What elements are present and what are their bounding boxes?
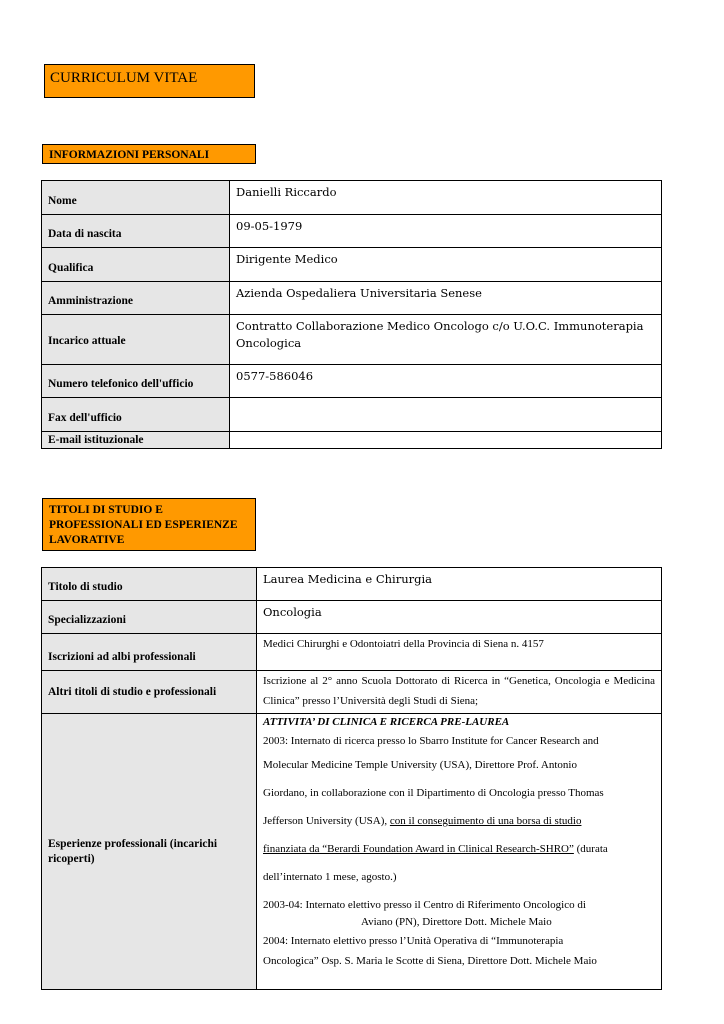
row-label: Fax dell'ufficio <box>42 398 230 432</box>
row-value: Oncologia <box>257 601 662 634</box>
row-label: Amministrazione <box>42 282 230 315</box>
row-label: Titolo di studio <box>42 568 257 601</box>
row-value: 09-05-1979 <box>230 215 662 248</box>
underlined-text: con il conseguimento di una borsa di studio <box>389 815 582 827</box>
row-label: Qualifica <box>42 248 230 282</box>
table-row <box>42 282 662 315</box>
table-row <box>42 248 662 282</box>
row-value <box>230 398 662 432</box>
experience-text: Jefferson University (USA), <box>263 815 390 827</box>
table-row <box>42 215 662 248</box>
row-label: E-mail istituzionale <box>42 432 230 449</box>
experience-line: Giordano, in collaborazione con il Dipartimento di Oncologia presso Thomas <box>263 787 604 799</box>
table-row <box>42 671 662 714</box>
row-label: Iscrizioni ad albi professionali <box>42 634 257 671</box>
row-value: 0577-586046 <box>230 365 662 398</box>
section-header-personal: INFORMAZIONI PERSONALI <box>42 144 256 164</box>
experience-line: Molecular Medicine Temple University (USA), Direttore Prof. Antonio <box>263 759 577 771</box>
table-row <box>42 398 662 432</box>
table-row <box>42 601 662 634</box>
row-label: Esperienze professionali (incarichi ricoperti) <box>42 714 257 990</box>
row-value: Contratto Collaborazione Medico Oncologo c/o U.O.C. Immunoterapia Oncologica <box>230 315 662 365</box>
row-value: Danielli Riccardo <box>230 181 662 215</box>
experience-line: Oncologica” Osp. S. Maria le Scotte di Siena, Direttore Dott. Michele Maio <box>263 955 597 967</box>
row-value: Dirigente Medico <box>230 248 662 282</box>
table-row <box>42 568 662 601</box>
experience-line: 2004: Internato elettivo presso l’Unità Operativa di “Immunoterapia <box>263 935 564 947</box>
table-row <box>42 315 662 365</box>
experience-cell <box>257 714 662 990</box>
studies-table <box>41 567 662 990</box>
section-header-studies: TITOLI DI STUDIO E PROFESSIONALI ED ESPERIENZE LAVORATIVE <box>42 498 256 551</box>
row-value: Laurea Medicina e Chirurgia <box>257 568 662 601</box>
row-label: Data di nascita <box>42 215 230 248</box>
row-label: Incarico attuale <box>42 315 230 365</box>
personal-info-table <box>41 180 662 449</box>
table-row <box>42 714 662 990</box>
experience-line: dell’internato 1 mese, agosto.) <box>263 871 397 883</box>
table-row <box>42 432 662 449</box>
row-label: Specializzazioni <box>42 601 257 634</box>
row-value: Medici Chirurghi e Odontoiatri della Provincia di Siena n. 4157 <box>257 634 662 671</box>
page-title: CURRICULUM VITAE <box>44 64 255 98</box>
row-value: Iscrizione al 2° anno Scuola Dottorato di Ricerca in “Genetica, Oncologia e Medicina Clinica” presso l’Università degli Studi di Siena; <box>257 671 662 714</box>
row-label: Altri titoli di studio e professionali <box>42 671 257 714</box>
experience-line: 2003: Internato di ricerca presso lo Sbarro Institute for Cancer Research and <box>263 735 599 747</box>
row-label: Nome <box>42 181 230 215</box>
row-value: Azienda Ospedaliera Universitaria Senese <box>230 282 662 315</box>
row-label: Numero telefonico dell'ufficio <box>42 365 230 398</box>
experience-text: (durata <box>573 843 608 855</box>
row-value <box>230 432 662 449</box>
experience-line <box>263 835 655 863</box>
experience-heading: ATTIVITA’ DI CLINICA E RICERCA PRE-LAUREA <box>263 716 510 728</box>
table-row <box>42 634 662 671</box>
experience-line: 2003-04: Internato elettivo presso il Centro di Riferimento Oncologico di <box>263 899 586 911</box>
underlined-text: finanziata da “Berardi Foundation Award in Clinical Research-SHRO” <box>263 843 574 855</box>
experience-line: Aviano (PN), Direttore Dott. Michele Maio <box>361 916 552 928</box>
table-row <box>42 181 662 215</box>
experience-line <box>263 807 655 835</box>
table-row <box>42 365 662 398</box>
